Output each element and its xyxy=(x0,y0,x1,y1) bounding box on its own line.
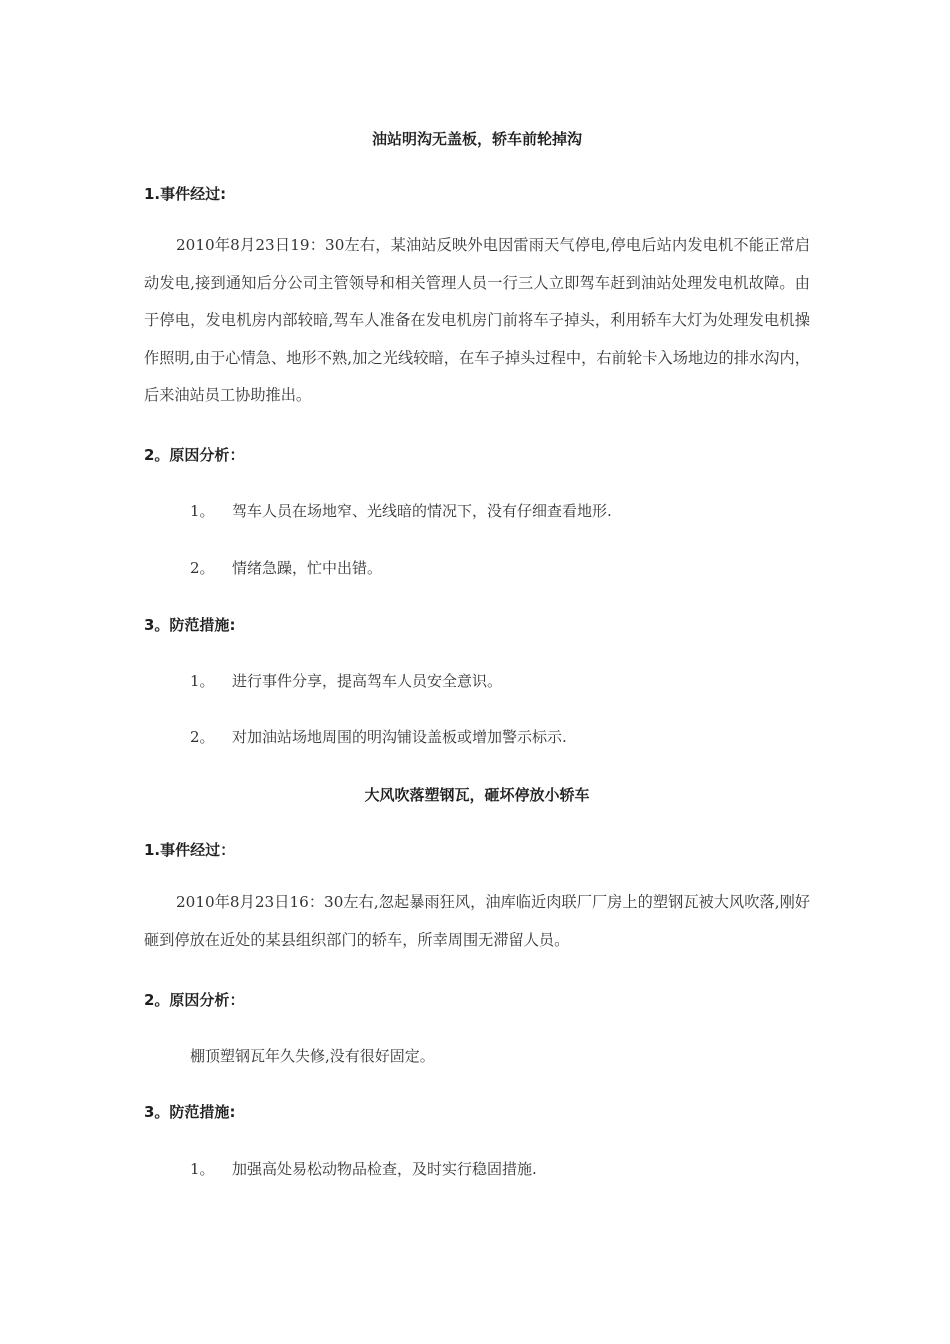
section-2-heading-measures: 3。防范措施: xyxy=(144,1103,236,1121)
list-number: 2。 xyxy=(190,728,215,746)
section-1-heading-measures: 3。防范措施: xyxy=(144,616,236,634)
section-1-cause-item-1 xyxy=(190,500,612,521)
section-1-heading-cause: 2。原因分析： xyxy=(144,446,245,464)
list-number: 1。 xyxy=(190,1160,215,1178)
list-number: 1。 xyxy=(190,502,215,520)
section-1-measure-item-1 xyxy=(190,670,502,691)
document-page xyxy=(144,0,810,1344)
list-text: 驾车人员在场地窄、光线暗的情况下，没有仔细查看地形. xyxy=(232,502,612,520)
list-text: 加强高处易松动物品检查，及时实行稳固措施. xyxy=(232,1160,537,1178)
section-2-measure-item-1 xyxy=(190,1158,537,1179)
list-text: 情绪急躁，忙中出错。 xyxy=(232,559,383,577)
section-1-heading-event: 1.事件经过: xyxy=(144,185,227,203)
list-text: 进行事件分享，提高驾车人员安全意识。 xyxy=(232,672,503,690)
section-1-event-paragraph: 2010年8月23日19：30左右，某油站反映外电因雷雨天气停电,停电后站内发电机不能正常启动发电,接到通知后分公司主管领导和相关管理人员一行三人立即驾车赶到油站处理发电机故障。由于停电，发电机房内部较暗,驾车人准备在发电机房门前将车子掉头，利用轿车大灯为处理发电机操作照明,由于心情急、地形不熟,加之光线较暗，在车子掉头过程中，右前轮卡入场地边的排水沟内，后来油站员工协助推出。 xyxy=(144,236,810,405)
section-2-event-paragraph: 2010年8月23日16：30左右,忽起暴雨狂风，油库临近肉联厂厂房上的塑钢瓦被大风吹落,刚好砸到停放在近处的某县组织部门的轿车，所幸周围无滞留人员。 xyxy=(144,893,810,949)
list-number: 2。 xyxy=(190,559,215,577)
list-text: 对加油站场地周围的明沟铺设盖板或增加警示标示. xyxy=(232,728,567,746)
section-1-measure-item-2 xyxy=(190,726,567,747)
section-2-title: 大风吹落塑钢瓦，砸坏停放小轿车 xyxy=(364,786,590,804)
section-2-heading-event: 1.事件经过： xyxy=(144,841,236,859)
section-2-heading-cause: 2。原因分析： xyxy=(144,991,245,1009)
section-1-title: 油站明沟无盖板，轿车前轮掉沟 xyxy=(371,130,582,148)
section-2-cause-text: 棚顶塑钢瓦年久失修,没有很好固定。 xyxy=(190,1047,435,1065)
section-1-cause-item-2 xyxy=(190,557,382,578)
list-number: 1。 xyxy=(190,672,215,690)
